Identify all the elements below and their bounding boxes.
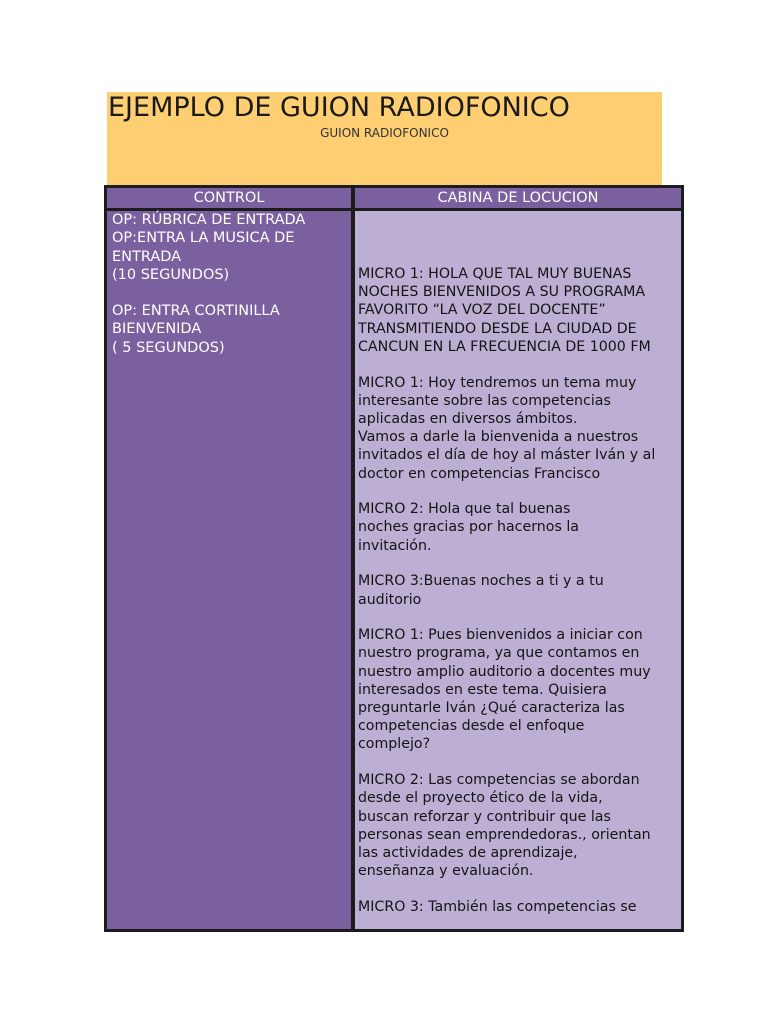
column-header-control: CONTROL — [107, 188, 351, 208]
document-title: EJEMPLO DE GUION RADIOFONICO — [108, 92, 570, 123]
cabina-column — [355, 211, 681, 929]
dialogue-paragraph: MICRO 2: Las competencias se abordan desde el proyecto ético de la vida, buscan reforzar y contribuir que las personas sean emprendedoras., orientan las actividades de aprendizaje, enseñanza y evaluación. — [358, 772, 651, 880]
dialogue-paragraph: MICRO 3: También las competencias se — [358, 898, 637, 915]
column-header-cabina: CABINA DE LOCUCION — [355, 188, 681, 208]
dialogue-paragraph: MICRO 2: Hola que tal buenas noches gracias por hacernos la invitación. — [358, 501, 580, 554]
header-box — [107, 92, 662, 186]
control-column — [107, 211, 351, 929]
dialogue-paragraph: MICRO 1: Pues bienvenidos a iniciar con nuestro programa, ya que contamos en nuestro amplio auditorio a docentes muy interesados en este tema. Quisiera preguntarle Iván ¿Qué caracteriza las competencias desde el enfoque complejo? — [358, 627, 651, 753]
control-instruction: OP: ENTRA CORTINILLA BIENVENIDA ( 5 SEGUNDOS) — [112, 303, 280, 356]
script-table — [104, 185, 684, 932]
document-subtitle: GUION RADIOFONICO — [320, 126, 449, 140]
dialogue-paragraph: MICRO 3:Buenas noches a ti y a tu auditorio — [358, 573, 604, 608]
control-instruction: OP: RÚBRICA DE ENTRADA OP:ENTRA LA MUSICA DE ENTRADA (10 SEGUNDOS) — [112, 212, 306, 283]
dialogue-paragraph: MICRO 1: Hoy tendremos un tema muy interesante sobre las competencias aplicadas en diversos ámbitos. Vamos a darle la bienvenida a nuestros invitados el día de hoy al máster Iván y al doctor en competencias Francisco — [358, 374, 656, 482]
dialogue-paragraph: MICRO 1: HOLA QUE TAL MUY BUENAS NOCHES BIENVENIDOS A SU PROGRAMA FAVORITO “LA VOZ DEL DOCENTE” TRANSMITIENDO DESDE LA CIUDAD DE CANCUN EN LA FRECUENCIA DE 1000 FM — [358, 266, 651, 355]
